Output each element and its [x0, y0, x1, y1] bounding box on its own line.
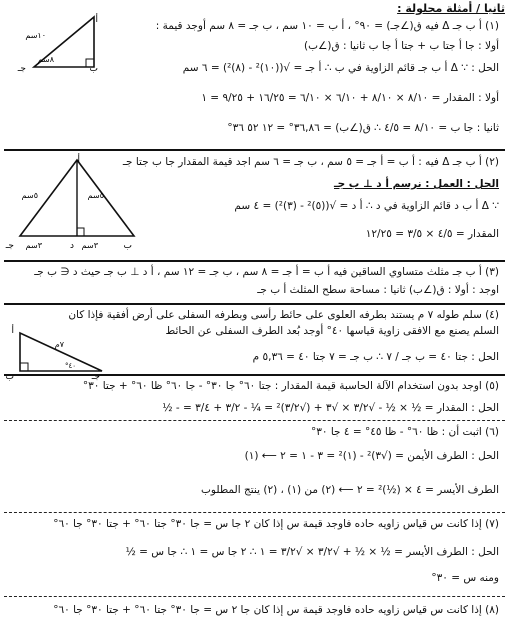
p2-vertex-b: ب: [123, 241, 132, 251]
problem-3-question: (٣) أ ب جـ مثلث متساوي الساقين فيه أ ب = أ جـ = ٨ سم ، ب جـ = ١٢ سم ، أ د ⊥ ب جـ حيث د ∈ ب جـ: [34, 266, 499, 278]
problem-1-parts: أولا : جا أ جتا ب + جتا أ جا ب ثانيا : ق(∠ب): [304, 40, 499, 52]
p1-side-ab: ١٠سم: [25, 31, 46, 40]
p2-side-ac: ٥سم: [21, 191, 38, 200]
p4-vertex-b: ب: [5, 372, 14, 382]
p1-vertex-b: ب: [89, 64, 98, 74]
p4-ladder-length: ٧م: [54, 340, 64, 349]
problem-6-question: (٦) اثبت أن : ظا ٦٠° - ظا ٤٥° = ٤ جا ٣٠°: [310, 426, 499, 438]
problem-1-solution-a: الحل : ∵ Δ أ ب جـ قائم الزاوية في ب ∴ أ جـ = √((١٠)² - (٨)²) = ٦ سم: [182, 62, 499, 74]
p1-vertex-a: أ: [95, 15, 98, 25]
problem-2-solution-a: الحل : العمل : نرسم أ د ⊥ ب جـ: [334, 178, 499, 190]
p2-base-right: ٣سم: [81, 241, 98, 250]
section-title: ثانيا / أمثلة محلولة :: [397, 2, 505, 15]
problem-7: [4, 514, 505, 594]
p1-vertex-c: جـ: [17, 64, 26, 74]
p1-side-bc: ٨سم: [37, 55, 54, 64]
problem-2: [4, 150, 505, 258]
problem-1-question: (١) أ ب جـ Δ فيه ق(∠جـ) = ٩٠° ، أ ب = ١٠ سم ، ب جـ = ٨ سم أوجد قيمة :: [155, 20, 499, 32]
problem-4-question-line-2: السلم يصنع مع الافقى زاوية قياسها ٤٠° أوجد بُعد الطرف السفلى عن الحائط: [165, 325, 499, 337]
problem-6-solution-a: الحل : الطرف الأيمن = (√٣)² - (١)² = ٣ - ١ = ٢ ⟵ (١): [244, 450, 499, 462]
problem-1: [4, 0, 505, 148]
divider: [4, 420, 505, 421]
divider: [4, 512, 505, 513]
p2-base-left: ٣سم: [25, 241, 42, 250]
problem-7-solution-a: الحل : الطرف الأيسر = ½ × ½ + √٣/٢ × √٣/٢ = ١ ∴ ٢ جا س = ١ ∴ جا س = ½: [125, 546, 499, 558]
p4-angle: ٤٠°: [64, 362, 76, 370]
problem-8: [4, 598, 505, 638]
problem-6-solution-b: الطرف الأيسر = ٤ × (½)² = ٢ ⟵ (٢) من (١) ، (٢) ينتج المطلوب: [201, 484, 499, 496]
p4-vertex-c: جـ: [91, 372, 100, 382]
p2-vertex-c: جـ: [5, 241, 14, 251]
problem-5-solution: الحل : المقدار = ½ × ½ - √٣/٢ × √٣ + (√٣/٢)² = ¼ - ٣/٢ + ٣/٤ = - ½: [162, 402, 499, 414]
problem-5: [4, 376, 505, 418]
problem-1-solution-c: ثانيا : جا ب = ٨/١٠ = ٤/٥ ∴ ق(∠ب) = ٣٦,٨٦° = ١٢ ٥٢ ٣٦°: [227, 122, 499, 134]
problem-4-ladder-figure: [5, 325, 112, 382]
p2-side-ab: ٥سم: [87, 191, 104, 200]
problem-4-question-line-1: (٤) سلم طوله ٧ م يستند بطرفه العلوى على حائط رأسى وبطرفه السفلى على أرض أفقية فإذا كان: [68, 309, 499, 321]
problem-2-solution-b: ∵ Δ أ ب د قائم الزاوية في د ∴ أ د = √((٥)² - (٣)²) = ٤ سم: [234, 200, 499, 212]
p2-vertex-a: أ: [77, 155, 80, 165]
problem-2-triangle-figure: [5, 152, 142, 252]
problem-6: [4, 422, 505, 508]
problem-7-solution-b: ومنه س = ٣٠°: [431, 572, 499, 584]
problem-8-question: (٨) إذا كانت س قياس زاويه حاده فاوجد قيمة س إذا كان جا ٢ س = جا ٣٠° جتا ٦٠° + جتا ٣٠° جا ٦٠°: [53, 604, 499, 616]
problem-1-triangle-figure: [17, 12, 114, 74]
problem-3-parts: اوجد : أولا : ق(∠ب) ثانيا : مساحة سطح المثلث أ ب جـ: [257, 284, 499, 296]
problem-2-question: (٢) أ ب جـ Δ فيه : أ ب = أ جـ = ٥ سم ، ب جـ = ٦ سم اجد قيمة المقدار جا ب جتا جـ: [122, 156, 499, 168]
problem-3: [4, 262, 505, 302]
p2-foot-d: د: [69, 241, 74, 251]
problem-7-question: (٧) إذا كانت س قياس زاويه حاده فاوجد قيمة س إذا كان ٢ جا س = جا ٣٠° جتا ٦٠° + جتا ٣٠° جا ٦٠°: [53, 518, 499, 530]
problem-1-solution-b: أولا : المقدار = ٨/١٠ × ٨/١٠ + ٦/١٠ × ٦/١٠ = ١٦/٢٥ + ٩/٢٥ = ١: [201, 92, 499, 104]
p4-vertex-a: أ: [11, 326, 14, 336]
problem-4-solution: الحل : جتا ٤٠ = ب جـ / ٧ ∴ ب جـ = ٧ جتا ٤٠ = ٥,٣٦ م: [252, 351, 499, 363]
problem-2-solution-c: المقدار = ٤/٥ × ٣/٥ = ١٢/٢٥: [365, 228, 499, 240]
problem-5-question: (٥) اوجد بدون استخدام الآلة الحاسبة قيمة المقدار : جتا ٦٠° جا ٣٠° - جا ٦٠° ظا ٦٠° + جتا ٣٠°: [82, 380, 499, 392]
problem-4: [4, 305, 505, 382]
divider: [4, 596, 505, 597]
